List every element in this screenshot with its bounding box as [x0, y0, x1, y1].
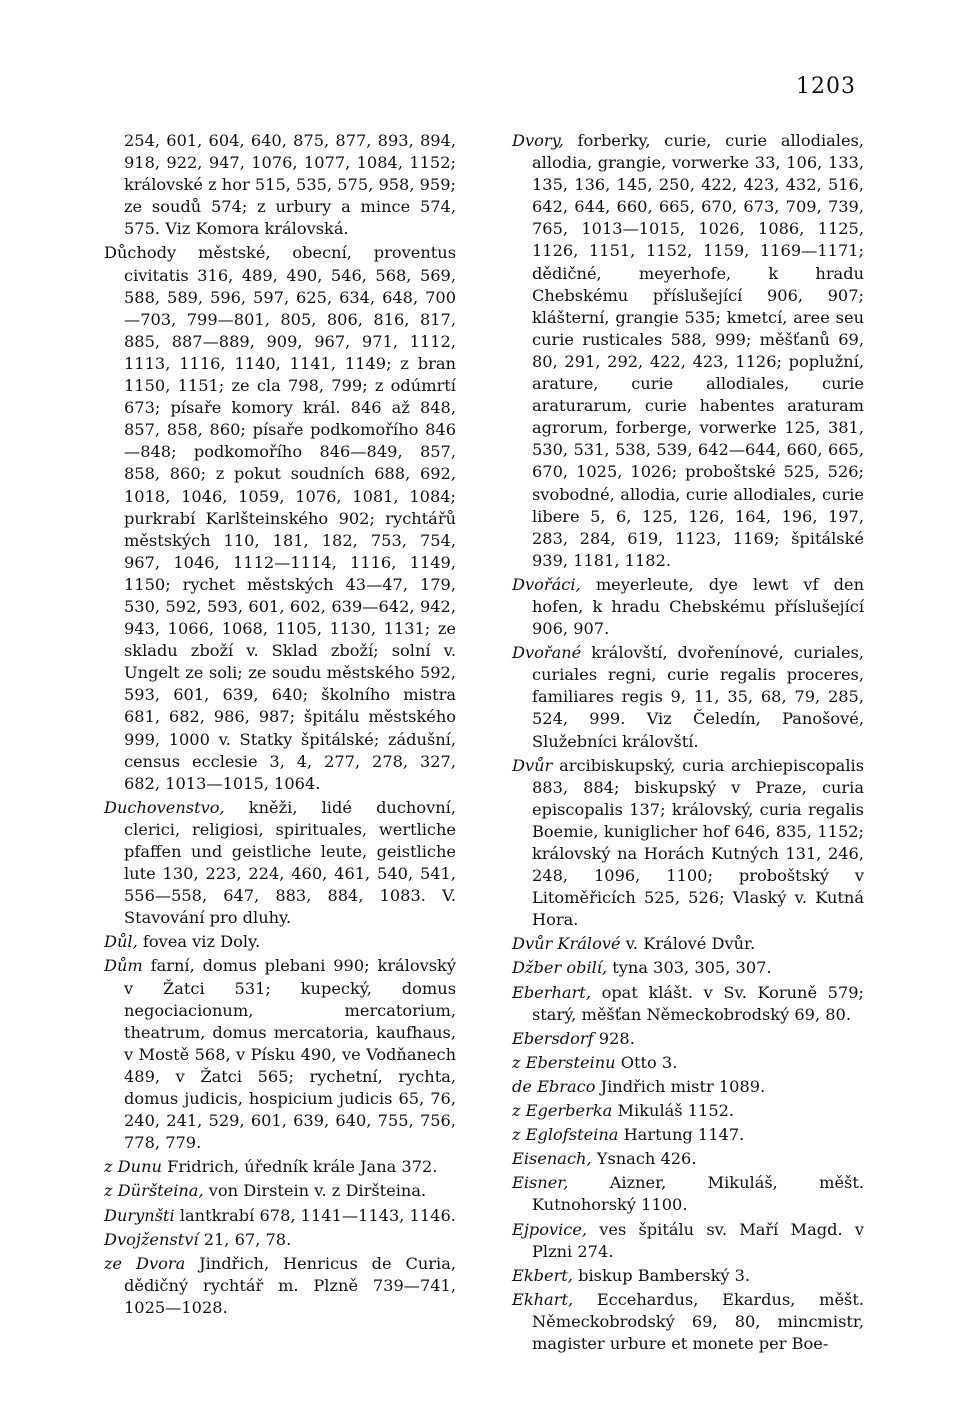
- index-entry: [512, 574, 864, 640]
- entry-text: Aizner, Mikuláš, měšt. Kutnohorský 1100.: [532, 1173, 864, 1215]
- index-entry: [104, 1205, 456, 1227]
- index-entry: [512, 1028, 864, 1050]
- index-entry: [104, 797, 456, 930]
- entry-text: farní, domus plebani 990; královský v Žatci 531; kupecký, domus negociacionum, mercatorium, theatrum, domus mercatoria, kaufhaus, v Mostě 568, v Písku 490, ve Vodňanech 489, v Žatci 565; rychetní, rychta, domus judicis, hospicium judicis 65, 76, 240, 241, 529, 601, 639, 640, 755, 756, 778, 779.: [124, 956, 456, 1153]
- entry-term: de Ebraco: [512, 1076, 596, 1096]
- entry-text: meyerleute, dye lewt vf den hofen, k hradu Chebskému příslušející 906, 907.: [532, 574, 864, 639]
- index-entry: [512, 957, 864, 979]
- entry-text: biskup Bamberský 3.: [572, 1265, 751, 1285]
- entry-term: Eisner,: [512, 1173, 569, 1193]
- entry-text: Otto 3.: [615, 1052, 678, 1072]
- entry-term: Dvojženství: [104, 1229, 199, 1249]
- entry-text: von Dirstein v. z Diršteina.: [203, 1181, 427, 1201]
- entry-text: Ysnach 426.: [591, 1149, 697, 1169]
- index-entry: [512, 1076, 864, 1098]
- entry-term: Ejpovice,: [512, 1219, 588, 1239]
- entry-text: 254, 601, 604, 640, 875, 877, 893, 894, 918, 922, 947, 1076, 1077, 1084, 1152; královské z hor 515, 535, 575, 958, 959; ze soudů 574; z urbury a mince 574, 575. Viz Komora královská.: [124, 131, 456, 239]
- entry-text: lantkrabí 678, 1141—1143, 1146.: [174, 1205, 456, 1225]
- index-entry: [512, 982, 864, 1026]
- entry-text: arcibiskupský, curia archiepiscopalis 883, 884; biskupský v Praze, curia episcopalis 137; královský, curia regalis Boemie, kuniglicher hof 646, 835, 1152; královský na Horách Kutných 131, 246, 248, 1096, 1100; proboštský v Litoměřicích 525, 526; Vlaský v. Kutná Hora.: [532, 755, 864, 930]
- entry-term: Džber obilí,: [512, 958, 608, 978]
- entry-text: ves špitálu sv. Maří Magd. v Plzni 274.: [532, 1219, 864, 1261]
- entry-text: Eccehardus, Ekardus, měšt. Německobrodský 69, 80, mincmistr, magister urbure et monete per Boe-: [532, 1289, 864, 1353]
- right-column: [512, 130, 864, 1357]
- index-entry: [104, 1156, 456, 1178]
- entry-text: Hartung 1147.: [618, 1125, 745, 1145]
- entry-term: Ekhart,: [512, 1289, 574, 1309]
- entry-term: Duchovenstvo,: [104, 797, 225, 817]
- entry-term: z Eglofsteina: [512, 1125, 619, 1145]
- entry-term: Dvory,: [512, 131, 564, 150]
- entry-term: Dvořané: [512, 643, 582, 663]
- entry-term: Durynšti: [104, 1205, 175, 1225]
- index-entry: [512, 130, 864, 572]
- entry-term: Ekbert,: [512, 1265, 573, 1285]
- entry-term: Dvůr: [512, 755, 553, 775]
- index-entry: [512, 1219, 864, 1263]
- entry-text: Důchody městské, obecní, proventus civitatis 316, 489, 490, 546, 568, 569, 588, 589, 596, 597, 625, 634, 648, 700—703, 799—801, 805, 806, 816, 817, 885, 887—889, 909, 967, 971, 1112, 1113, 1116, 1140, 1141, 1149; z bran 1150, 1151; ze cla 798, 799; z odúmrtí 673; písaře komory král. 846 až 848, 857, 858, 860; písaře podkomořího 846—848; podkomořího 846—849, 857, 858, 860; z pokut soudních 688, 692, 1018, 1046, 1059, 1076, 1081, 1084; purkrabí Karlšteinského 902; rychtářů městských 110, 181, 182, 753, 754, 967, 1046, 1112—1114, 1116, 1149, 1150; rychet městských 43—47, 179, 530, 592, 593, 601, 602, 639—642, 942, 943, 1066, 1068, 1105, 1130, 1131; ze skladu zboží v. Sklad zboží; solní v. Ungelt ze soli; ze soudu městského 592, 593, 601, 639, 640; školního mistra 681, 682, 986, 987; špitálu městského 999, 1000 v. Statky špitálské; zádušní, census ecclesie 3, 4, 277, 278, 327, 682, 1013—1015, 1064.: [104, 243, 456, 793]
- index-entry: [104, 130, 456, 240]
- index-entry: [104, 1253, 456, 1319]
- entry-text: Jindřich mistr 1089.: [595, 1076, 766, 1096]
- index-entry: [512, 755, 864, 932]
- index-entry: [104, 955, 456, 1154]
- entry-text: královští, dvořenínové, curiales, curiales regni, curie regalis proceres, familiares regis 9, 11, 35, 68, 79, 285, 524, 999. Viz Čeledín, Panošové, Služebníci královští.: [532, 643, 864, 751]
- entry-text: Mikuláš 1152.: [612, 1101, 735, 1121]
- entry-term: z Dunu: [104, 1157, 162, 1177]
- entry-text: Fridrich, úředník krále Jana 372.: [161, 1157, 438, 1177]
- index-entry: [512, 642, 864, 752]
- entry-text: forberky, curie, curie allodiales, allodia, grangie, vorwerke 33, 106, 133, 135, 136, 145, 250, 422, 423, 432, 516, 642, 644, 660, 665, 670, 673, 709, 739, 765, 1013—1015, 1026, 1086, 1125, 1126, 1151, 1152, 1159, 1169—1171; dědičné, meyerhofe, k hradu Chebskému příslušející 906, 907; klášterní, grangie 535; kmetcí, aree seu curie rusticales 588, 999; měšťanů 69, 80, 291, 292, 422, 423, 1126; poplužní, arature, curie allodiales, curie araturarum, curie habentes araturam agrorum, forberge, vorwerke 125, 381, 530, 531, 538, 539, 642—644, 660, 665, 670, 1025, 1026; proboštské 525, 526; svobodné, allodia, curie allodiales, curie libere 5, 6, 125, 126, 164, 196, 197, 283, 284, 619, 1123, 1169; špitálské 939, 1181, 1182.: [532, 131, 864, 570]
- entry-term: Eberhart,: [512, 982, 591, 1002]
- entry-term: Ebersdorf: [512, 1028, 594, 1048]
- entry-term: Dvůr Králové: [512, 934, 621, 954]
- index-entry: [104, 242, 456, 794]
- index-entry: [512, 1289, 864, 1355]
- index-entry: [512, 1265, 864, 1287]
- entry-text: fovea viz Doly.: [137, 932, 261, 952]
- index-entry: [104, 1180, 456, 1202]
- entry-text: 928.: [593, 1028, 635, 1048]
- entry-term: Důl,: [104, 932, 138, 952]
- index-entry: [512, 933, 864, 955]
- index-entry: [104, 1229, 456, 1251]
- entry-term: z Düršteina,: [104, 1181, 204, 1201]
- entry-term: Dvořáci,: [512, 574, 581, 594]
- entry-text: tyna 303, 305, 307.: [607, 958, 772, 978]
- entry-text: Jindřich, Henricus de Curia, dědičný rychtář m. Plzně 739—741, 1025—1028.: [124, 1253, 456, 1317]
- index-entry: [512, 1124, 864, 1146]
- entry-term: z Egerberka: [512, 1101, 613, 1121]
- left-column: [104, 130, 456, 1321]
- index-entry: [512, 1148, 864, 1170]
- index-entry: [104, 931, 456, 953]
- entry-term: ze Dvora: [104, 1253, 186, 1273]
- entry-text: opat klášt. v Sv. Koruně 579; starý, měšťan Německobrodský 69, 80.: [532, 982, 864, 1024]
- entry-text: 21, 67, 78.: [198, 1229, 292, 1249]
- entry-term: Dům: [104, 956, 143, 976]
- entry-term: z Ebersteinu: [512, 1052, 616, 1072]
- index-entry: [512, 1172, 864, 1216]
- entry-term: Eisenach,: [512, 1149, 592, 1169]
- page-number: 1203: [796, 74, 856, 99]
- entry-text: v. Králové Dvůr.: [620, 934, 756, 954]
- index-entry: [512, 1100, 864, 1122]
- index-entry: [512, 1052, 864, 1074]
- entry-text: kněži, lidé duchovní, clerici, religiosi, spirituales, wertliche pfaffen und geistliche leute, geistliche lute 130, 223, 224, 460, 461, 540, 541, 556—558, 647, 883, 884, 1083. V. Stavování pro dluhy.: [124, 797, 456, 928]
